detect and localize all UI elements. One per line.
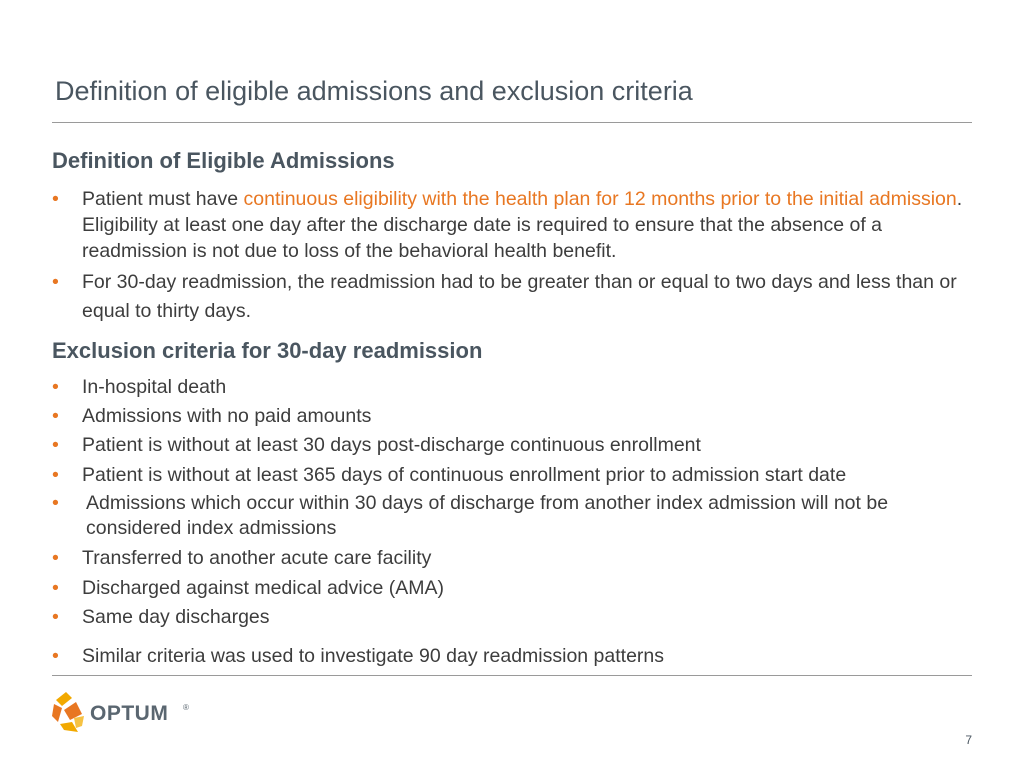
exclusion-item-text: In-hospital death xyxy=(82,376,227,398)
footer-divider xyxy=(52,675,972,676)
bullet-readmission-window xyxy=(52,268,987,326)
exclusion-item xyxy=(52,374,987,400)
exclusion-item xyxy=(52,491,957,541)
exclusion-item xyxy=(52,462,987,488)
exclusion-item-text: Same day discharges xyxy=(82,606,270,628)
bullet-dot: • xyxy=(52,547,59,569)
page-number: 7 xyxy=(965,733,972,747)
bullet-dot: • xyxy=(52,188,59,210)
exclusion-item-text: Patient is without at least 365 days of continuous enrollment prior to admission start date xyxy=(82,464,847,486)
exclusion-item xyxy=(52,575,987,601)
bullet-eligibility xyxy=(52,186,987,264)
bullet-dot: • xyxy=(52,606,59,628)
bullet-dot: • xyxy=(52,464,59,486)
slide-title: Definition of eligible admissions and exclusion criteria xyxy=(55,76,693,106)
exclusion-item xyxy=(52,403,987,429)
bullet-dot: • xyxy=(52,271,59,293)
exclusion-item-text: Admissions which occur within 30 days of discharge from another index admission will not be considered index admissions xyxy=(86,492,889,539)
exclusion-item xyxy=(52,432,987,458)
bullet-eligibility-text xyxy=(52,186,987,264)
exclusion-item xyxy=(52,604,987,630)
optum-logo xyxy=(52,690,212,734)
bullet-dot: • xyxy=(52,376,59,398)
bullet-eligibility-rest: . Eligibility at least one day after the discharge date is required to ensure that the absence of a readmission is not due to loss of the behavioral health benefit. xyxy=(82,188,963,262)
bullet-eligibility-lead: Patient must have xyxy=(82,188,244,210)
section-heading-exclusion: Exclusion criteria for 30-day readmission xyxy=(52,338,483,363)
bullet-dot: • xyxy=(52,577,59,599)
bullet-90-day-note xyxy=(52,643,987,669)
bullet-dot: • xyxy=(52,434,59,456)
exclusion-item-text: Admissions with no paid amounts xyxy=(82,405,372,427)
optum-logo-icon xyxy=(52,690,86,734)
optum-logo-text: OPTUM xyxy=(90,702,169,725)
bullet-dot: • xyxy=(52,405,59,427)
highlighted-eligibility: continuous eligibility with the health plan for 12 months prior to the initial admission xyxy=(243,188,957,210)
exclusion-item-text: Transferred to another acute care facility xyxy=(82,547,432,569)
title-divider xyxy=(52,122,972,123)
registered-mark: ® xyxy=(183,703,189,712)
exclusion-item-text: Discharged against medical advice (AMA) xyxy=(82,577,444,599)
bullet-dot: • xyxy=(52,492,59,514)
exclusion-item-text: Patient is without at least 30 days post-discharge continuous enrollment xyxy=(82,434,701,456)
bullet-90-day-note-text: Similar criteria was used to investigate 90 day readmission patterns xyxy=(82,645,665,667)
bullet-readmission-window-text: For 30-day readmission, the readmission had to be greater than or equal to two days and less than or equal to thirty days. xyxy=(82,271,957,322)
bullet-dot: • xyxy=(52,645,59,667)
exclusion-item xyxy=(52,545,987,571)
section-heading-eligible: Definition of Eligible Admissions xyxy=(52,148,395,173)
